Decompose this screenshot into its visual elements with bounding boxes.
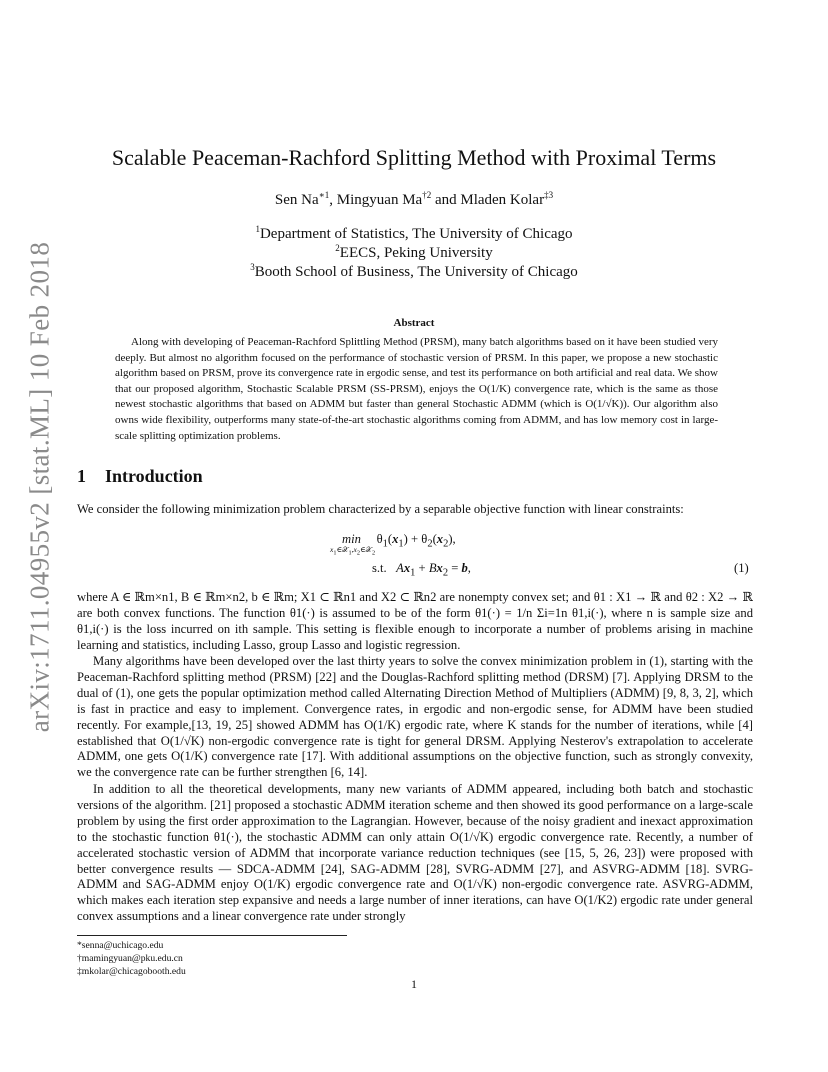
affiliation-3: $^3$Booth School of Business, The University of Chicago bbox=[250, 262, 578, 280]
section-number: 1 bbox=[77, 466, 86, 486]
section-title: Introduction bbox=[105, 466, 203, 486]
author-list: Sen $Na^{∗1}$, Mingyuan Ma$^{\dagger 2}$ and Mladen Kolar$^{\ddagger 3}$ bbox=[274, 190, 554, 208]
paragraph-setting bbox=[77, 590, 753, 654]
affiliation-1: $^1$Department of Statistics, The University of Chicago bbox=[255, 224, 573, 242]
paragraph-history-text: Many algorithms have been developed over the last thirty years to solve the convex minimization problem in (1), starting with the Peaceman-Rachford splitting method (PRSM) [22] and the Douglas-Rachford splitting method (DRSM) [7]. Applying DRSM to the dual of (1), one gets the popular optimization method called Alternating Direction Method of Multipliers (ADMM) [9, 8, 3, 2], which is fast in practice and easy to implement. Convergence rates, in ergodic and non-ergodic sense, for ADMM have been studied recently. For example,[13, 19, 25] showed ADMM has O(1/K) ergodic rate, where K stands for the number of iterations, while [4] established that O(1/√K) non-ergodic convergence rate is tight for general DRSM. Applying Nesterov's extrapolation to accelerate ADMM, one gets O(1/K) convergence rate [17]. With additional assumptions on the objective function, such as strongly convexity, we the convergence rate can be further strengthen [6, 14]. bbox=[77, 654, 753, 780]
equation-number: (1) bbox=[734, 561, 749, 575]
intro-sentence-text: We consider the following minimization problem characterized by a separable objective function with linear constraints: bbox=[77, 502, 684, 516]
paper-title: Scalable Peaceman-Rachford Splitting Method with Proximal Terms bbox=[111, 145, 717, 170]
equation-subscript: $x_1\in 𝒳_1,x_2\in 𝒳_2$ bbox=[330, 545, 376, 557]
abstract-heading: Abstract bbox=[393, 317, 435, 329]
abstract-body: Along with developing of Peaceman-Rachford Splittling Method (PRSM), many batch algorithms based on it have been studied very deeply. But almost no algorithm focused on the performance of stochastic version of PRSM. In this paper, we propose a new stochastic algorithm based on PRSM, prove its convergence rate in ergodic sense, and test its performance on both artificial and real data. We show that our proposed algorithm, Stochastic Scalable PRSM (SS-PRSM), enjoys the O(1/K) convergence rate, which is the same as those newest stochastic algorithms that based on ADMM but faster than general Stochastic ADMM (which is O(1/√K)). Our algorithm also owns wide flexibility, outperforms many state-of-the-art stochastic algorithms coming from ADMM, and has low memory cost in large-scale splitting optimization problems. bbox=[115, 336, 718, 442]
footnote-1[interactable]: *senna@uchicago.edu bbox=[77, 940, 164, 951]
footnote-rule bbox=[77, 935, 347, 936]
paragraph-variants bbox=[77, 782, 753, 925]
intro-sentence bbox=[77, 502, 753, 518]
arxiv-identifier-text: arXiv:1711.04955v2 [stat.ML] 10 Feb 2018 bbox=[24, 241, 55, 733]
paragraph-history bbox=[77, 654, 753, 781]
equation-objective: min $\theta_1(x_1) + \theta_2(x_2)$, bbox=[342, 532, 456, 550]
affiliation-2: $^2$EECS, Peking University bbox=[335, 243, 493, 261]
paragraph-setting-text: where A ∈ ℝm×n1, B ∈ ℝm×n2, b ∈ ℝm; X1 ⊂ ℝn1 and X2 ⊂ ℝn2 are nonempty convex set; and θ1 : X1 → ℝ and θ2 : X2 → ℝ are both convex functions. The function θ1(·) is assumed to be of the form θ1(·) = 1/n Σi=1n θ1,i(·), where n is sample size and θ1,i(·) is the loss incurred on ith sample. This setting is flexible enough to incorporate a number of problems arising in machine learning and statistics, including Lasso, group Lasso and logistic regression. bbox=[77, 590, 753, 652]
footnote-3[interactable]: ‡mkolar@chicagobooth.edu bbox=[77, 966, 186, 977]
paragraph-variants-text: In addition to all the theoretical developments, many new variants of ADMM appeared, including both batch and stochastic versions of the algorithm. [21] proposed a stochastic ADMM iteration scheme and then showed its good performance on a large-scale problem by using the first order approximation to the Lagrangian. However, because of the noisy gradient and inexact approximation to the stochastic function θ1(·), the stochastic ADMM can only attain O(1/√K) ergodic convergence rate. Recently, a number of accelerated stochastic version of ADMM that incorporate variance reduction techniques (see [15, 5, 26, 23]) were proposed with better convergence results — SDCA-ADMM [24], SAG-ADMM [28], SVRG-ADMM [27], and ASVRG-ADMM [18]. SVRG-ADMM and SAG-ADMM enjoy O(1/K) ergodic convergence rate and O(1/√K) non-ergodic convergence rate. ASVRG-ADMM, which makes each iteration step expansive and needs a large number of inner iterations, can have O(1/K2) ergodic rate under general convex assumptions and a linear convergence rate under strongly bbox=[77, 782, 753, 924]
footnote-2[interactable]: †mamingyuan@pku.edu.cn bbox=[77, 953, 183, 964]
equation-constraint: s.t. $Ax_1 + Bx_2 = b$, bbox=[372, 561, 471, 579]
page-number: 1 bbox=[411, 977, 417, 991]
section-heading bbox=[77, 466, 203, 487]
